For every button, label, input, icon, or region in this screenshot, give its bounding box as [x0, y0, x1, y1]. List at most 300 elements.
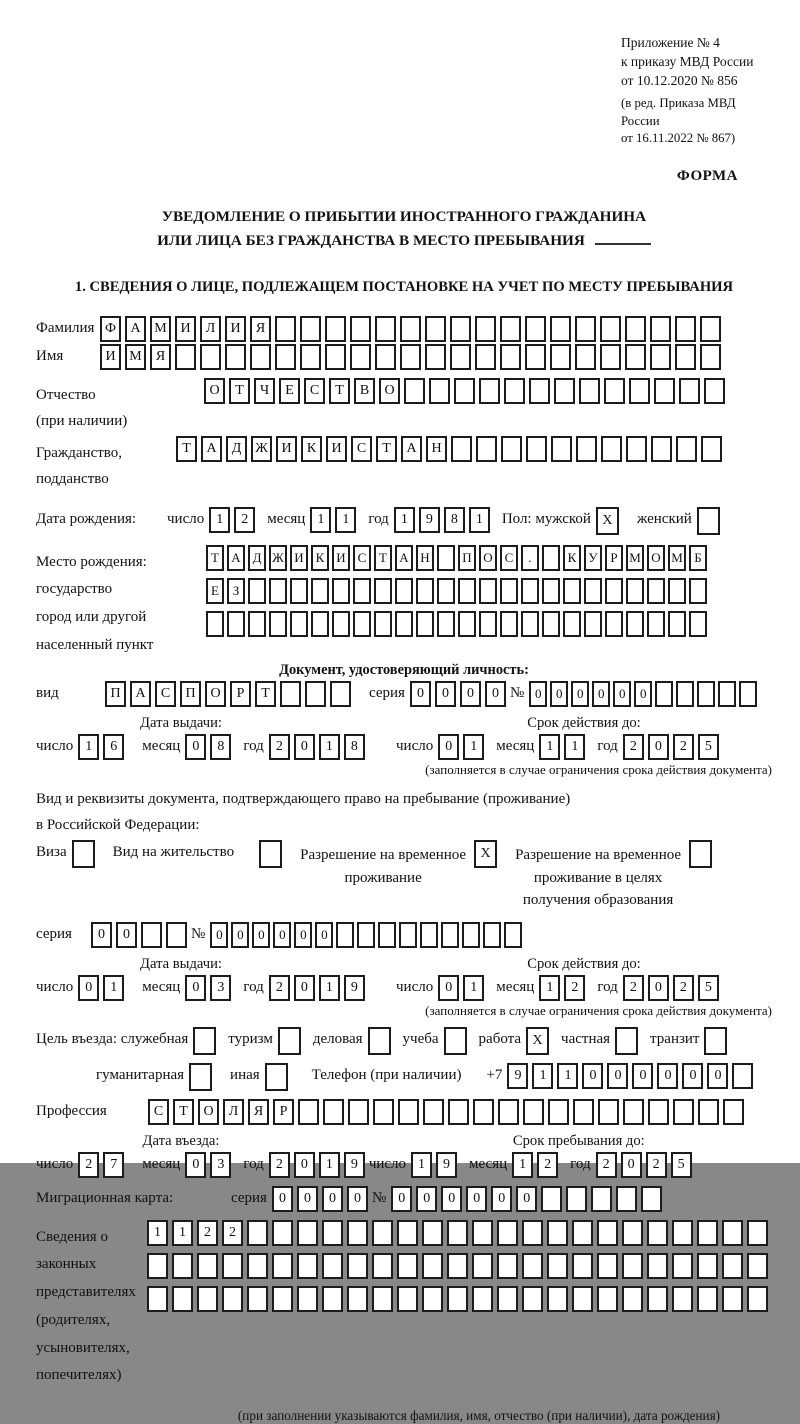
char-cell[interactable]: 1 [539, 975, 560, 1001]
char-cell[interactable]: 0 [607, 1063, 628, 1089]
char-cell[interactable] [447, 1286, 468, 1312]
char-cell[interactable]: 0 [632, 1063, 653, 1089]
char-cell[interactable]: И [225, 316, 246, 342]
char-cell[interactable] [704, 1027, 727, 1055]
char-cell[interactable] [698, 1099, 719, 1125]
char-cell[interactable] [458, 611, 476, 637]
char-cell[interactable] [348, 1099, 369, 1125]
char-cell[interactable] [353, 578, 371, 604]
char-cell[interactable]: 0 [485, 681, 506, 707]
char-cell[interactable]: А [125, 316, 146, 342]
char-cell[interactable] [429, 378, 450, 404]
char-cell[interactable] [422, 1220, 443, 1246]
char-cell[interactable] [647, 1220, 668, 1246]
char-cell[interactable]: 0 [634, 681, 652, 707]
char-cell[interactable]: О [205, 681, 226, 707]
char-cell[interactable] [248, 578, 266, 604]
char-cell[interactable] [290, 611, 308, 637]
char-cell[interactable] [375, 344, 396, 370]
char-cell[interactable] [147, 1286, 168, 1312]
char-cell[interactable]: 0 [648, 734, 669, 760]
char-cell[interactable] [676, 681, 694, 707]
char-cell[interactable]: 0 [391, 1186, 412, 1212]
char-cell[interactable]: 0 [294, 975, 315, 1001]
char-cell[interactable]: Я [250, 316, 271, 342]
char-cell[interactable]: Д [248, 545, 266, 571]
char-cell[interactable] [259, 840, 282, 868]
char-cell[interactable]: М [626, 545, 644, 571]
char-cell[interactable]: 1 [564, 734, 585, 760]
char-cell[interactable] [722, 1286, 743, 1312]
char-cell[interactable]: И [100, 344, 121, 370]
char-cell[interactable] [500, 578, 518, 604]
char-cell[interactable] [542, 611, 560, 637]
char-cell[interactable] [500, 611, 518, 637]
char-cell[interactable] [676, 436, 697, 462]
char-cell[interactable] [573, 1099, 594, 1125]
char-cell[interactable] [575, 316, 596, 342]
char-cell[interactable] [272, 1253, 293, 1279]
char-cell[interactable]: 0 [185, 1152, 206, 1178]
char-cell[interactable] [72, 840, 95, 868]
char-cell[interactable] [372, 1220, 393, 1246]
char-cell[interactable]: Л [223, 1099, 244, 1125]
char-cell[interactable]: О [479, 545, 497, 571]
char-cell[interactable] [700, 316, 721, 342]
char-cell[interactable] [172, 1286, 193, 1312]
char-cell[interactable]: 2 [673, 975, 694, 1001]
char-cell[interactable] [437, 545, 455, 571]
char-cell[interactable] [395, 611, 413, 637]
char-cell[interactable] [497, 1220, 518, 1246]
char-cell[interactable] [672, 1286, 693, 1312]
char-cell[interactable] [353, 611, 371, 637]
char-cell[interactable]: 0 [294, 922, 312, 948]
char-cell[interactable]: И [332, 545, 350, 571]
char-cell[interactable]: Н [426, 436, 447, 462]
char-cell[interactable] [601, 436, 622, 462]
char-cell[interactable] [374, 611, 392, 637]
char-cell[interactable] [248, 611, 266, 637]
char-cell[interactable] [269, 578, 287, 604]
char-cell[interactable]: С [304, 378, 325, 404]
char-cell[interactable]: 1 [463, 975, 484, 1001]
char-cell[interactable] [147, 1253, 168, 1279]
char-cell[interactable] [416, 578, 434, 604]
char-cell[interactable] [697, 1220, 718, 1246]
char-cell[interactable] [668, 611, 686, 637]
char-cell[interactable] [297, 1253, 318, 1279]
char-cell[interactable]: И [326, 436, 347, 462]
char-cell[interactable] [322, 1220, 343, 1246]
char-cell[interactable]: Ч [254, 378, 275, 404]
char-cell[interactable] [193, 1027, 216, 1055]
char-cell[interactable] [718, 681, 736, 707]
purpose-tourism-checkbox[interactable] [278, 1027, 305, 1055]
char-cell[interactable] [672, 1253, 693, 1279]
char-cell[interactable]: А [130, 681, 151, 707]
char-cell[interactable]: М [668, 545, 686, 571]
char-cell[interactable] [625, 316, 646, 342]
char-cell[interactable]: И [276, 436, 297, 462]
char-cell[interactable]: 0 [416, 1186, 437, 1212]
char-cell[interactable] [425, 316, 446, 342]
char-cell[interactable]: 9 [436, 1152, 457, 1178]
char-cell[interactable] [504, 378, 525, 404]
char-cell[interactable] [689, 578, 707, 604]
char-cell[interactable] [330, 681, 351, 707]
char-cell[interactable] [332, 578, 350, 604]
char-cell[interactable] [572, 1220, 593, 1246]
char-cell[interactable] [373, 1099, 394, 1125]
char-cell[interactable] [395, 578, 413, 604]
purpose-other-checkbox[interactable] [265, 1063, 292, 1091]
char-cell[interactable] [647, 611, 665, 637]
char-cell[interactable] [222, 1286, 243, 1312]
char-cell[interactable]: 0 [322, 1186, 343, 1212]
char-cell[interactable] [375, 316, 396, 342]
char-cell[interactable]: С [351, 436, 372, 462]
char-cell[interactable]: Т [229, 378, 250, 404]
char-cell[interactable] [347, 1286, 368, 1312]
char-cell[interactable]: А [227, 545, 245, 571]
char-cell[interactable] [311, 578, 329, 604]
char-cell[interactable] [497, 1286, 518, 1312]
char-cell[interactable] [697, 507, 720, 535]
char-cell[interactable]: 1 [469, 507, 490, 533]
char-cell[interactable] [591, 1186, 612, 1212]
char-cell[interactable] [172, 1253, 193, 1279]
char-cell[interactable]: С [148, 1099, 169, 1125]
char-cell[interactable]: 0 [210, 922, 228, 948]
char-cell[interactable]: М [125, 344, 146, 370]
char-cell[interactable]: И [290, 545, 308, 571]
char-cell[interactable] [347, 1220, 368, 1246]
char-cell[interactable] [400, 316, 421, 342]
char-cell[interactable] [563, 578, 581, 604]
char-cell[interactable]: Д [226, 436, 247, 462]
char-cell[interactable] [647, 578, 665, 604]
char-cell[interactable] [604, 378, 625, 404]
char-cell[interactable]: 0 [294, 1152, 315, 1178]
char-cell[interactable] [597, 1220, 618, 1246]
char-cell[interactable] [584, 611, 602, 637]
char-cell[interactable] [547, 1286, 568, 1312]
char-cell[interactable]: 0 [582, 1063, 603, 1089]
char-cell[interactable] [437, 611, 455, 637]
char-cell[interactable]: 9 [344, 975, 365, 1001]
char-cell[interactable] [200, 344, 221, 370]
char-cell[interactable] [551, 436, 572, 462]
char-cell[interactable] [350, 344, 371, 370]
char-cell[interactable]: В [354, 378, 375, 404]
char-cell[interactable] [747, 1220, 768, 1246]
char-cell[interactable] [322, 1286, 343, 1312]
char-cell[interactable]: Я [150, 344, 171, 370]
char-cell[interactable]: 0 [315, 922, 333, 948]
char-cell[interactable]: 3 [210, 1152, 231, 1178]
char-cell[interactable] [322, 1253, 343, 1279]
char-cell[interactable]: 0 [185, 734, 206, 760]
purpose-work-checkbox[interactable] [526, 1027, 553, 1055]
char-cell[interactable] [689, 840, 712, 868]
char-cell[interactable] [650, 316, 671, 342]
char-cell[interactable] [450, 316, 471, 342]
char-cell[interactable] [747, 1286, 768, 1312]
char-cell[interactable] [622, 1220, 643, 1246]
char-cell[interactable] [473, 1099, 494, 1125]
char-cell[interactable]: И [175, 316, 196, 342]
visa-checkbox[interactable] [72, 840, 99, 868]
sex-male-checkbox[interactable] [596, 507, 623, 535]
char-cell[interactable]: X [596, 507, 619, 535]
char-cell[interactable] [584, 578, 602, 604]
char-cell[interactable]: П [105, 681, 126, 707]
char-cell[interactable] [272, 1286, 293, 1312]
char-cell[interactable] [297, 1220, 318, 1246]
char-cell[interactable] [397, 1286, 418, 1312]
char-cell[interactable] [332, 611, 350, 637]
char-cell[interactable] [547, 1220, 568, 1246]
char-cell[interactable] [416, 611, 434, 637]
char-cell[interactable] [654, 378, 675, 404]
char-cell[interactable]: 0 [91, 922, 112, 948]
purpose-private-checkbox[interactable] [615, 1027, 642, 1055]
char-cell[interactable] [357, 922, 375, 948]
char-cell[interactable]: 1 [147, 1220, 168, 1246]
char-cell[interactable] [498, 1099, 519, 1125]
char-cell[interactable] [675, 316, 696, 342]
char-cell[interactable] [437, 578, 455, 604]
char-cell[interactable]: 0 [438, 734, 459, 760]
purpose-study-checkbox[interactable] [444, 1027, 471, 1055]
char-cell[interactable]: С [155, 681, 176, 707]
char-cell[interactable] [563, 611, 581, 637]
char-cell[interactable]: 2 [623, 734, 644, 760]
char-cell[interactable] [278, 1027, 301, 1055]
char-cell[interactable] [651, 436, 672, 462]
char-cell[interactable] [722, 1253, 743, 1279]
char-cell[interactable]: Т [329, 378, 350, 404]
char-cell[interactable]: 1 [335, 507, 356, 533]
char-cell[interactable] [420, 922, 438, 948]
char-cell[interactable]: 0 [272, 1186, 293, 1212]
char-cell[interactable] [525, 316, 546, 342]
char-cell[interactable] [648, 1099, 669, 1125]
char-cell[interactable] [458, 578, 476, 604]
char-cell[interactable] [247, 1220, 268, 1246]
char-cell[interactable]: 7 [103, 1152, 124, 1178]
char-cell[interactable] [497, 1253, 518, 1279]
char-cell[interactable] [451, 436, 472, 462]
char-cell[interactable] [626, 436, 647, 462]
char-cell[interactable] [655, 681, 673, 707]
char-cell[interactable]: 1 [209, 507, 230, 533]
char-cell[interactable]: 1 [394, 507, 415, 533]
char-cell[interactable]: 9 [344, 1152, 365, 1178]
char-cell[interactable] [598, 1099, 619, 1125]
char-cell[interactable]: Е [279, 378, 300, 404]
char-cell[interactable]: 0 [441, 1186, 462, 1212]
char-cell[interactable] [325, 316, 346, 342]
char-cell[interactable] [572, 1253, 593, 1279]
char-cell[interactable] [673, 1099, 694, 1125]
char-cell[interactable] [522, 1286, 543, 1312]
char-cell[interactable] [247, 1286, 268, 1312]
char-cell[interactable] [697, 1286, 718, 1312]
char-cell[interactable] [399, 922, 417, 948]
char-cell[interactable] [500, 344, 521, 370]
char-cell[interactable]: 2 [564, 975, 585, 1001]
char-cell[interactable]: О [204, 378, 225, 404]
char-cell[interactable] [732, 1063, 753, 1089]
char-cell[interactable] [615, 1027, 638, 1055]
char-cell[interactable]: 8 [444, 507, 465, 533]
char-cell[interactable] [290, 578, 308, 604]
char-cell[interactable]: Т [206, 545, 224, 571]
char-cell[interactable] [472, 1253, 493, 1279]
char-cell[interactable]: О [647, 545, 665, 571]
char-cell[interactable]: 2 [197, 1220, 218, 1246]
char-cell[interactable] [225, 344, 246, 370]
char-cell[interactable] [206, 611, 224, 637]
char-cell[interactable]: 1 [319, 975, 340, 1001]
char-cell[interactable] [647, 1286, 668, 1312]
char-cell[interactable]: 5 [671, 1152, 692, 1178]
char-cell[interactable]: 8 [210, 734, 231, 760]
char-cell[interactable] [704, 378, 725, 404]
char-cell[interactable]: К [301, 436, 322, 462]
char-cell[interactable] [447, 1253, 468, 1279]
char-cell[interactable]: 0 [78, 975, 99, 1001]
char-cell[interactable]: Ж [269, 545, 287, 571]
char-cell[interactable] [378, 922, 396, 948]
char-cell[interactable] [423, 1099, 444, 1125]
char-cell[interactable] [347, 1253, 368, 1279]
char-cell[interactable] [197, 1286, 218, 1312]
char-cell[interactable]: 0 [516, 1186, 537, 1212]
char-cell[interactable]: 2 [222, 1220, 243, 1246]
char-cell[interactable] [305, 681, 326, 707]
char-cell[interactable] [501, 436, 522, 462]
char-cell[interactable] [197, 1253, 218, 1279]
char-cell[interactable]: Т [376, 436, 397, 462]
char-cell[interactable]: 1 [319, 734, 340, 760]
char-cell[interactable] [626, 578, 644, 604]
char-cell[interactable]: X [474, 840, 497, 868]
char-cell[interactable] [622, 1286, 643, 1312]
char-cell[interactable]: 0 [347, 1186, 368, 1212]
char-cell[interactable]: 2 [623, 975, 644, 1001]
char-cell[interactable] [483, 922, 501, 948]
char-cell[interactable] [475, 316, 496, 342]
char-cell[interactable]: 1 [512, 1152, 533, 1178]
char-cell[interactable]: З [227, 578, 245, 604]
char-cell[interactable]: 1 [310, 507, 331, 533]
char-cell[interactable] [542, 545, 560, 571]
char-cell[interactable] [297, 1286, 318, 1312]
char-cell[interactable] [272, 1220, 293, 1246]
char-cell[interactable] [298, 1099, 319, 1125]
char-cell[interactable] [572, 1286, 593, 1312]
char-cell[interactable] [479, 611, 497, 637]
char-cell[interactable] [141, 922, 162, 948]
char-cell[interactable]: Ж [251, 436, 272, 462]
char-cell[interactable]: 2 [269, 734, 290, 760]
char-cell[interactable] [311, 611, 329, 637]
char-cell[interactable] [280, 681, 301, 707]
char-cell[interactable] [550, 344, 571, 370]
char-cell[interactable] [525, 344, 546, 370]
char-cell[interactable]: 1 [411, 1152, 432, 1178]
char-cell[interactable] [250, 344, 271, 370]
purpose-official-checkbox[interactable] [193, 1027, 220, 1055]
char-cell[interactable]: 9 [419, 507, 440, 533]
char-cell[interactable] [575, 344, 596, 370]
char-cell[interactable]: 0 [435, 681, 456, 707]
char-cell[interactable]: К [311, 545, 329, 571]
char-cell[interactable]: Е [206, 578, 224, 604]
sex-female-checkbox[interactable] [697, 507, 724, 535]
char-cell[interactable] [650, 344, 671, 370]
char-cell[interactable] [641, 1186, 662, 1212]
char-cell[interactable] [454, 378, 475, 404]
char-cell[interactable]: О [198, 1099, 219, 1125]
char-cell[interactable] [479, 378, 500, 404]
char-cell[interactable] [372, 1253, 393, 1279]
char-cell[interactable]: 1 [463, 734, 484, 760]
char-cell[interactable] [441, 922, 459, 948]
char-cell[interactable] [529, 378, 550, 404]
char-cell[interactable] [629, 378, 650, 404]
char-cell[interactable]: . [521, 545, 539, 571]
char-cell[interactable] [447, 1220, 468, 1246]
char-cell[interactable] [247, 1253, 268, 1279]
char-cell[interactable] [541, 1186, 562, 1212]
char-cell[interactable] [600, 316, 621, 342]
char-cell[interactable]: 2 [537, 1152, 558, 1178]
char-cell[interactable] [600, 344, 621, 370]
char-cell[interactable]: 1 [532, 1063, 553, 1089]
char-cell[interactable]: Т [255, 681, 276, 707]
char-cell[interactable] [175, 344, 196, 370]
char-cell[interactable]: П [458, 545, 476, 571]
char-cell[interactable]: 0 [571, 681, 589, 707]
char-cell[interactable]: Т [173, 1099, 194, 1125]
char-cell[interactable]: А [201, 436, 222, 462]
char-cell[interactable] [697, 681, 715, 707]
char-cell[interactable]: А [401, 436, 422, 462]
char-cell[interactable]: А [395, 545, 413, 571]
char-cell[interactable]: 0 [550, 681, 568, 707]
char-cell[interactable] [479, 578, 497, 604]
char-cell[interactable] [222, 1253, 243, 1279]
char-cell[interactable] [523, 1099, 544, 1125]
char-cell[interactable]: М [150, 316, 171, 342]
char-cell[interactable]: 2 [78, 1152, 99, 1178]
char-cell[interactable]: 0 [410, 681, 431, 707]
char-cell[interactable] [374, 578, 392, 604]
temp-edu-checkbox[interactable] [689, 840, 716, 868]
char-cell[interactable] [397, 1220, 418, 1246]
char-cell[interactable]: 1 [319, 1152, 340, 1178]
char-cell[interactable]: 0 [460, 681, 481, 707]
char-cell[interactable]: 0 [273, 922, 291, 948]
char-cell[interactable]: 0 [466, 1186, 487, 1212]
char-cell[interactable]: 6 [103, 734, 124, 760]
char-cell[interactable]: 0 [682, 1063, 703, 1089]
char-cell[interactable] [275, 316, 296, 342]
